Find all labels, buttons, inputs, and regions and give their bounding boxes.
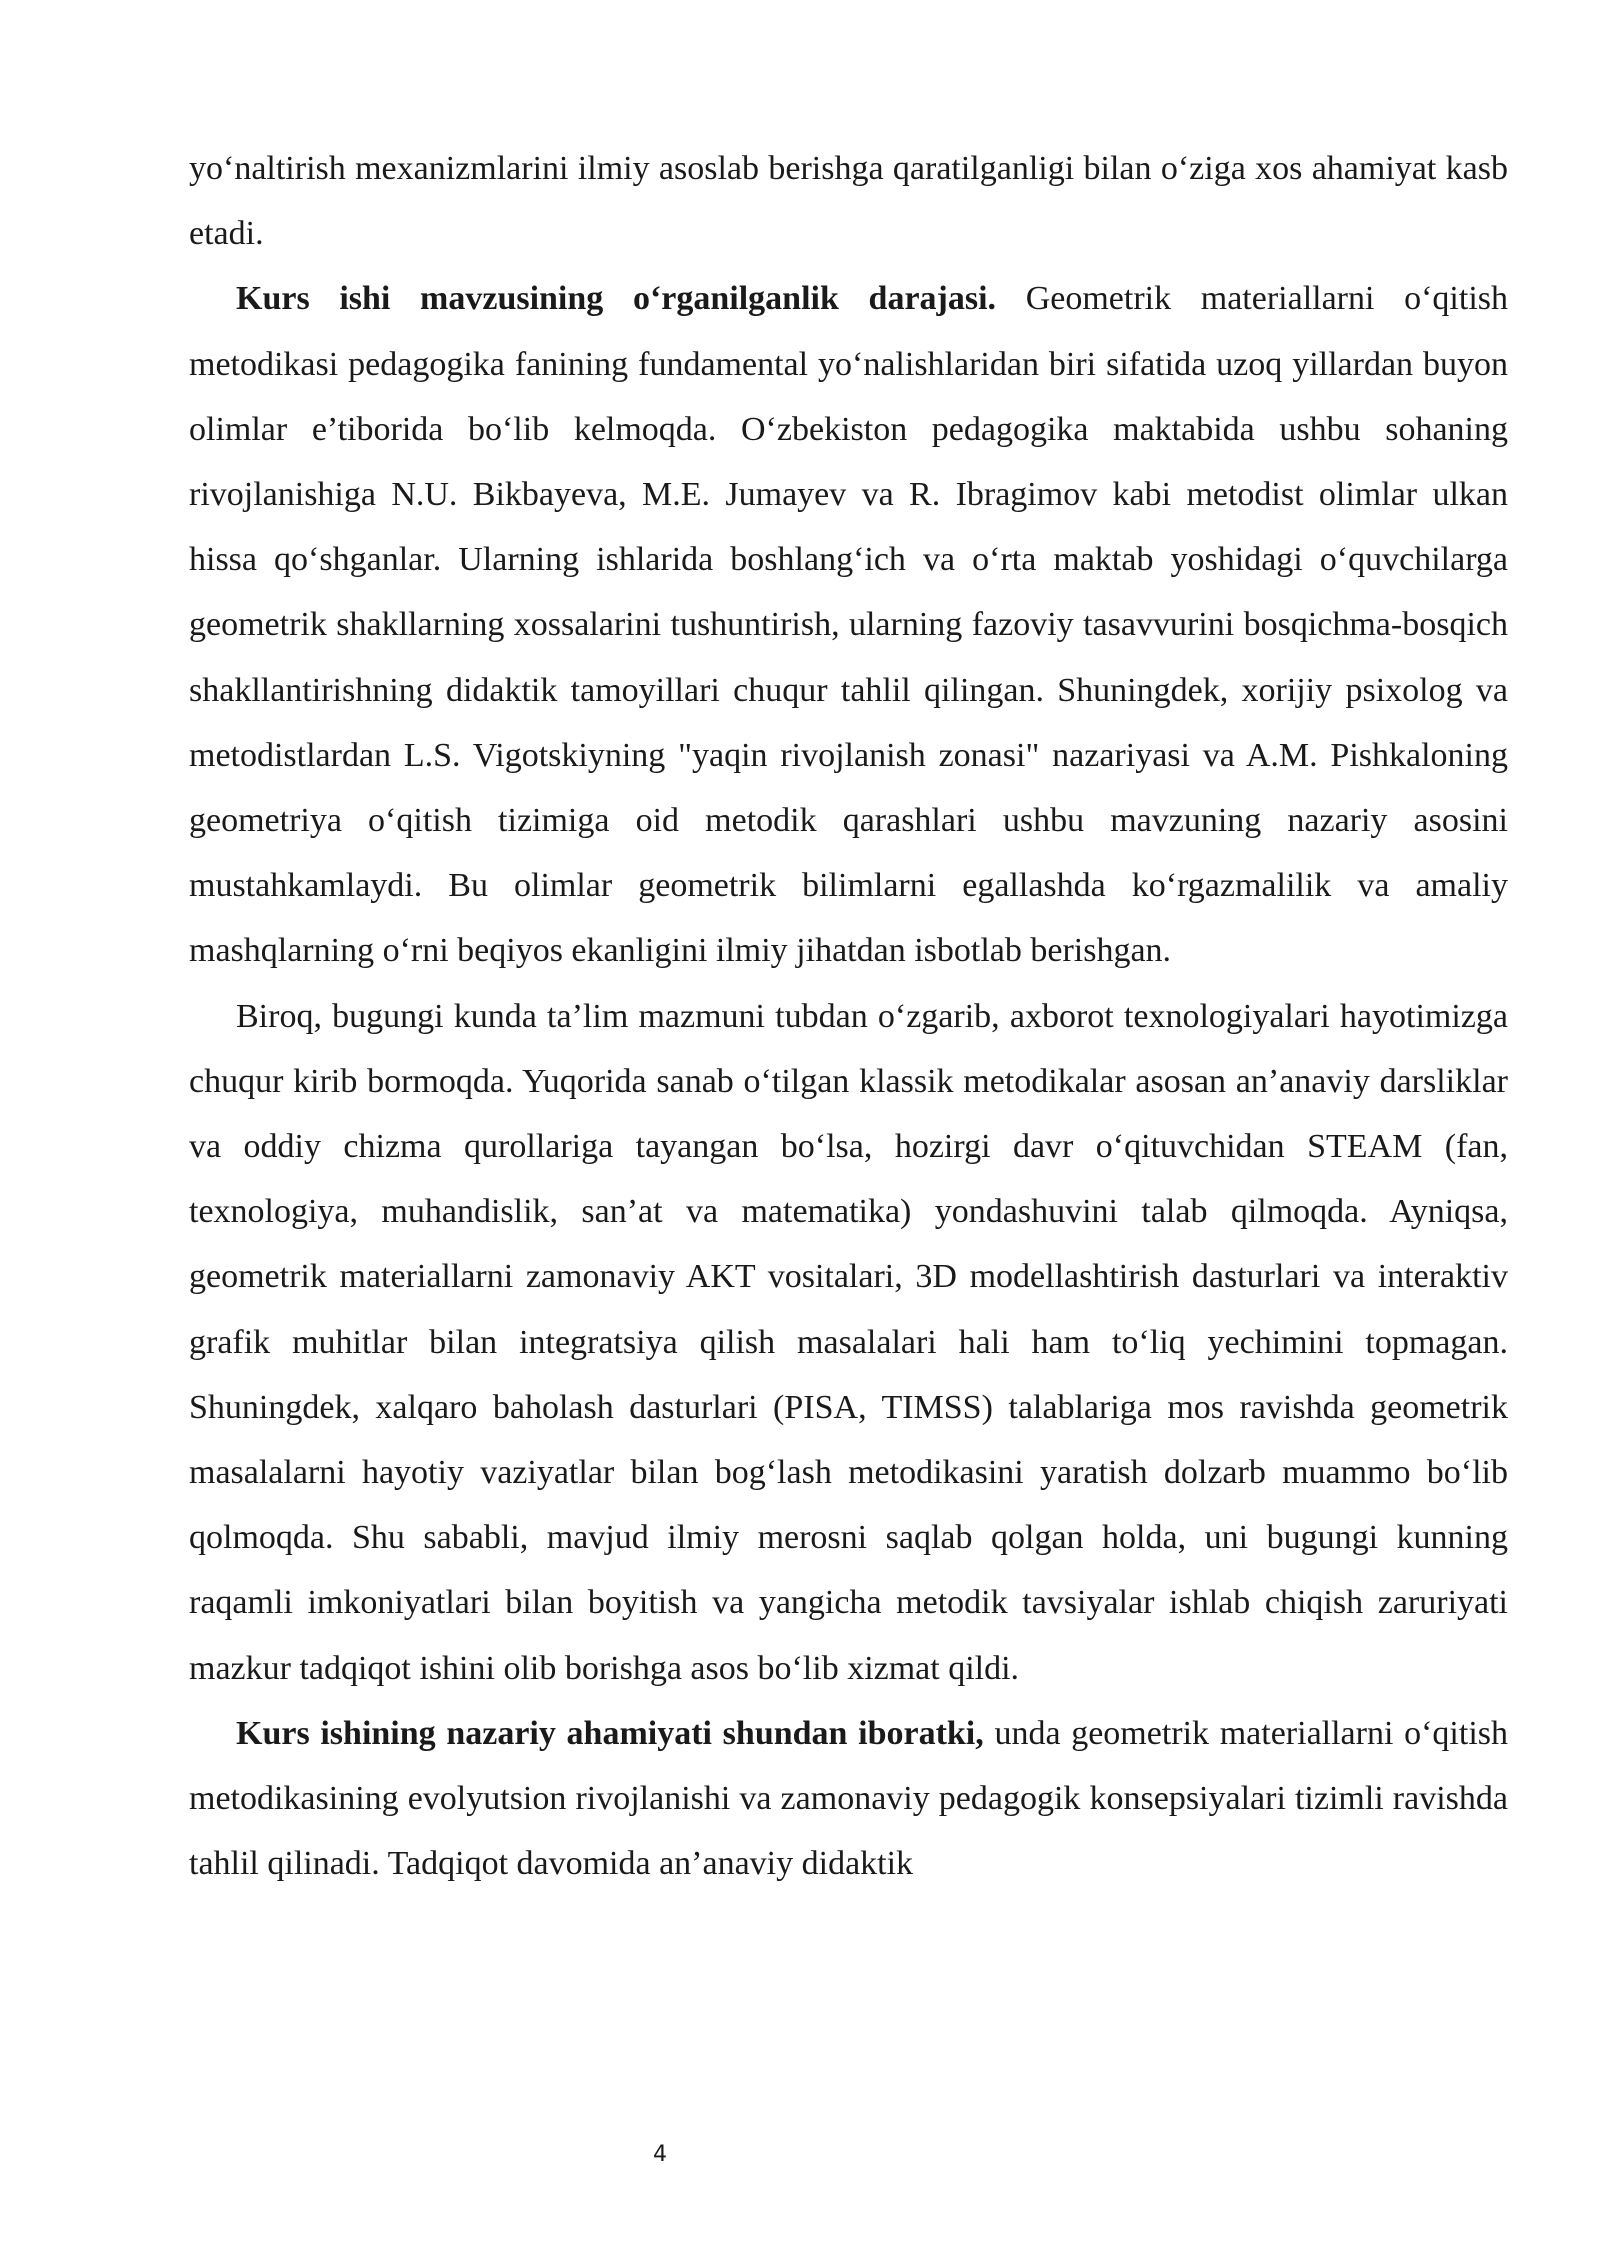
paragraph-modern-challenges (189, 984, 1508, 1701)
paragraph-lead-heading: Kurs ishi mavzusining o‘rganilganlik darajasi. (236, 280, 997, 318)
paragraph-text: Geometrik materiallarni o‘qitish metodikasi pedagogika fanining fundamental yo‘nalishlaridan biri sifatida uzoq yillardan buyon olimlar e’tiborida bo‘lib kelmoqda. O‘zbekiston pedagogika maktabida ushbu sohaning rivojlanishiga N.U. Bikbayeva, M.E. Jumayev va R. Ibragimov kabi metodist olimlar ulkan hissa qo‘shganlar. Ularning ishlarida boshlang‘ich va o‘rta maktab yoshidagi o‘quvchilarga geometrik shakllarning xossalarini tushuntirish, ularning fazoviy tasavvurini bosqichma-bosqich shakllantirishning didaktik tamoyillari chuqur tahlil qilingan. Shuningdek, xorijiy psixolog va metodistlardan L.S. Vigotskiyning "yaqin rivojlanish zonasi" nazariyasi va A.M. Pishkaloning geometriya o‘qitish tizimiga oid metodik qarashlari ushbu mavzuning nazariy asosini mustahkamlaydi. Bu olimlar geometrik bilimlarni egallashda ko‘rgazmalilik va amaliy mashqlarning o‘rni beqiyos ekanligini ilmiy jihatdan isbotlab berishgan. (189, 280, 1508, 970)
paragraph-text: yo‘naltirish mexanizmlarini ilmiy asoslab berishga qaratilganligi bilan o‘ziga xos ahamiyat kasb etadi. (189, 150, 1508, 253)
paragraph-study-level (189, 266, 1508, 983)
page-number: 4 (653, 2142, 667, 2167)
paragraph-continuation (189, 136, 1508, 266)
paragraph-theoretical-significance (189, 1701, 1508, 1897)
paragraph-lead-heading: Kurs ishining nazariy ahamiyati shundan iboratki, (236, 1714, 984, 1752)
document-body (189, 136, 1508, 1896)
paragraph-text: Biroq, bugungi kunda ta’lim mazmuni tubdan o‘zgarib, axborot texnologiyalari hayotimizga chuqur kirib bormoqda. Yuqorida sanab o‘tilgan klassik metodikalar asosan an’anaviy darsliklar va oddiy chizma qurollariga tayangan bo‘lsa, hozirgi davr o‘qituvchidan STEAM (fan, texnologiya, muhandislik, san’at va matematika) yondashuvini talab qilmoqda. Ayniqsa, geometrik materiallarni zamonaviy AKT vositalari, 3D modellashtirish dasturlari va interaktiv grafik muhitlar bilan integratsiya qilish masalalari hali ham to‘liq yechimini topmagan. Shuningdek, xalqaro baholash dasturlari (PISA, TIMSS) talablariga mos ravishda geometrik masalalarni hayotiy vaziyatlar bilan bog‘lash metodikasini yaratish dolzarb muammo bo‘lib qolmoqda. Shu sababli, mavjud ilmiy merosni saqlab qolgan holda, uni bugungi kunning raqamli imkoniyatlari bilan boyitish va yangicha metodik tavsiyalar ishlab chiqish zaruriyati mazkur tadqiqot ishini olib borishga asos bo‘lib xizmat qildi. (189, 997, 1508, 1687)
paragraph-text: unda geometrik materiallarni o‘qitish metodikasining evolyutsion rivojlanishi va zamonaviy pedagogik konsepsiyalari tizimli ravishda tahlil qilinadi. Tadqiqot davomida an’anaviy didaktik (189, 1714, 1508, 1883)
